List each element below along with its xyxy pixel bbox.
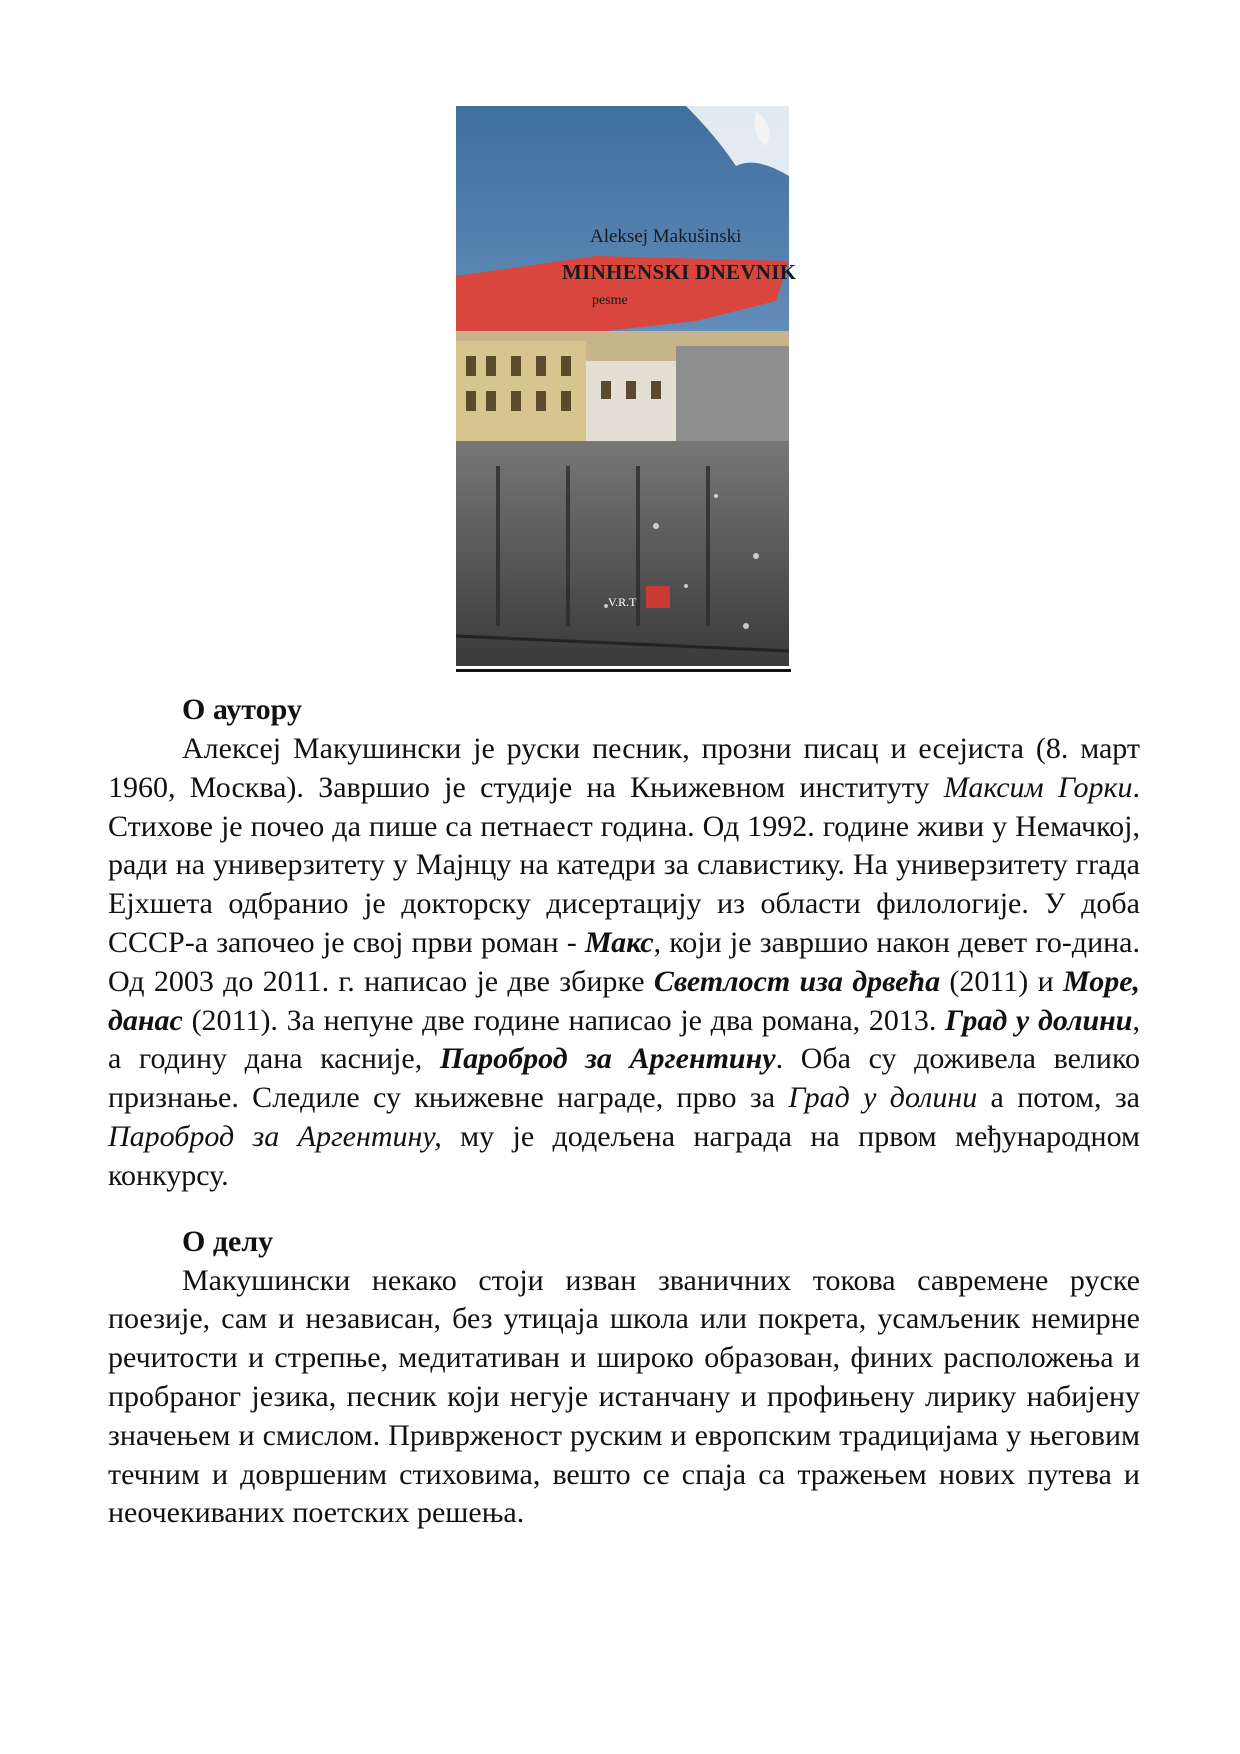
bold-title-grad-u-dolini: Град у долини [945, 1003, 1133, 1037]
italic-title-maxim-gorky: Максим Горки [943, 770, 1133, 804]
italic-title-parobrod: Пароброд за Аргентину, [108, 1119, 442, 1153]
cover-underline [456, 669, 791, 672]
bold-title-parobrod: Пароброд за Аргентину [439, 1042, 776, 1076]
bold-title-svetlost: Светлост иза дрвећа [653, 964, 941, 998]
text-run: (2011) и [940, 964, 1063, 998]
text-run: Алексеј Макушински је руски песник, прозни писац и есејиста (8. март 1960, Москва). Завршио је студије на Књижевном институту [108, 732, 1140, 804]
book-cover-image [456, 106, 789, 666]
text-run: , који је завршио након девет го-дина. Од 2003 до 2011. г. написао је две збирке [108, 925, 1140, 998]
cover-publisher-mark: V.R.T [608, 595, 637, 609]
text-run: . Оба су доживела велико признање. Следиле су књижевне награде, прво за [108, 1042, 1140, 1115]
cover-subtitle-text: pesme [592, 293, 628, 308]
bold-title-more-danas: Море, данас [108, 964, 1141, 1037]
document-body [108, 690, 1140, 1533]
text-run: (2011). За непуне две године написао је два романа, 2013. [182, 1003, 946, 1037]
text-run: , а годину дана касније, [108, 1003, 1140, 1076]
cover-author-text: Aleksej Makušinski [590, 226, 742, 247]
italic-title-grad-u-dolini: Град у долини [788, 1081, 978, 1115]
heading-about-author: О аутору [182, 693, 302, 726]
paragraph-about-author [108, 730, 1140, 1196]
cover-title-text: MINHENSKI DNEVNIK [562, 260, 797, 284]
heading-about-work: О делу [182, 1224, 274, 1258]
text-run: му је додељена награда на првом међународном конкурсу. [108, 1119, 1140, 1192]
text-run: а потом, за [977, 1081, 1140, 1115]
paragraph-about-work: Макушински некако стоји изван званичних токова савремене руске поезије, сам и независан, без утицаја школа или покрета, усамљеник немирне речитости и стрепње, медитативан и широко образован, финих расположења и пробраног језика, песник који негује истанчану и профињену лирику набијену значењем и смислом. Приврженост руским и европским традицијама у његовим течним и довршеним стиховима, вешто се спаја са тражењем нових путева и неочекиваних поетских решења. [108, 1263, 1140, 1530]
bold-title-maks: Макс [584, 925, 654, 959]
text-run: . Стихове је почео да пише са петнаест година. Од 1992. године живи у Немачкој, ради на универзитету у Мајнцу на катедри за славистику. На универзитету гrада Ејхшета одбранио је докторску дисертацију из области филологије. У доба СССР-а започео је свој први роман - [108, 770, 1140, 959]
